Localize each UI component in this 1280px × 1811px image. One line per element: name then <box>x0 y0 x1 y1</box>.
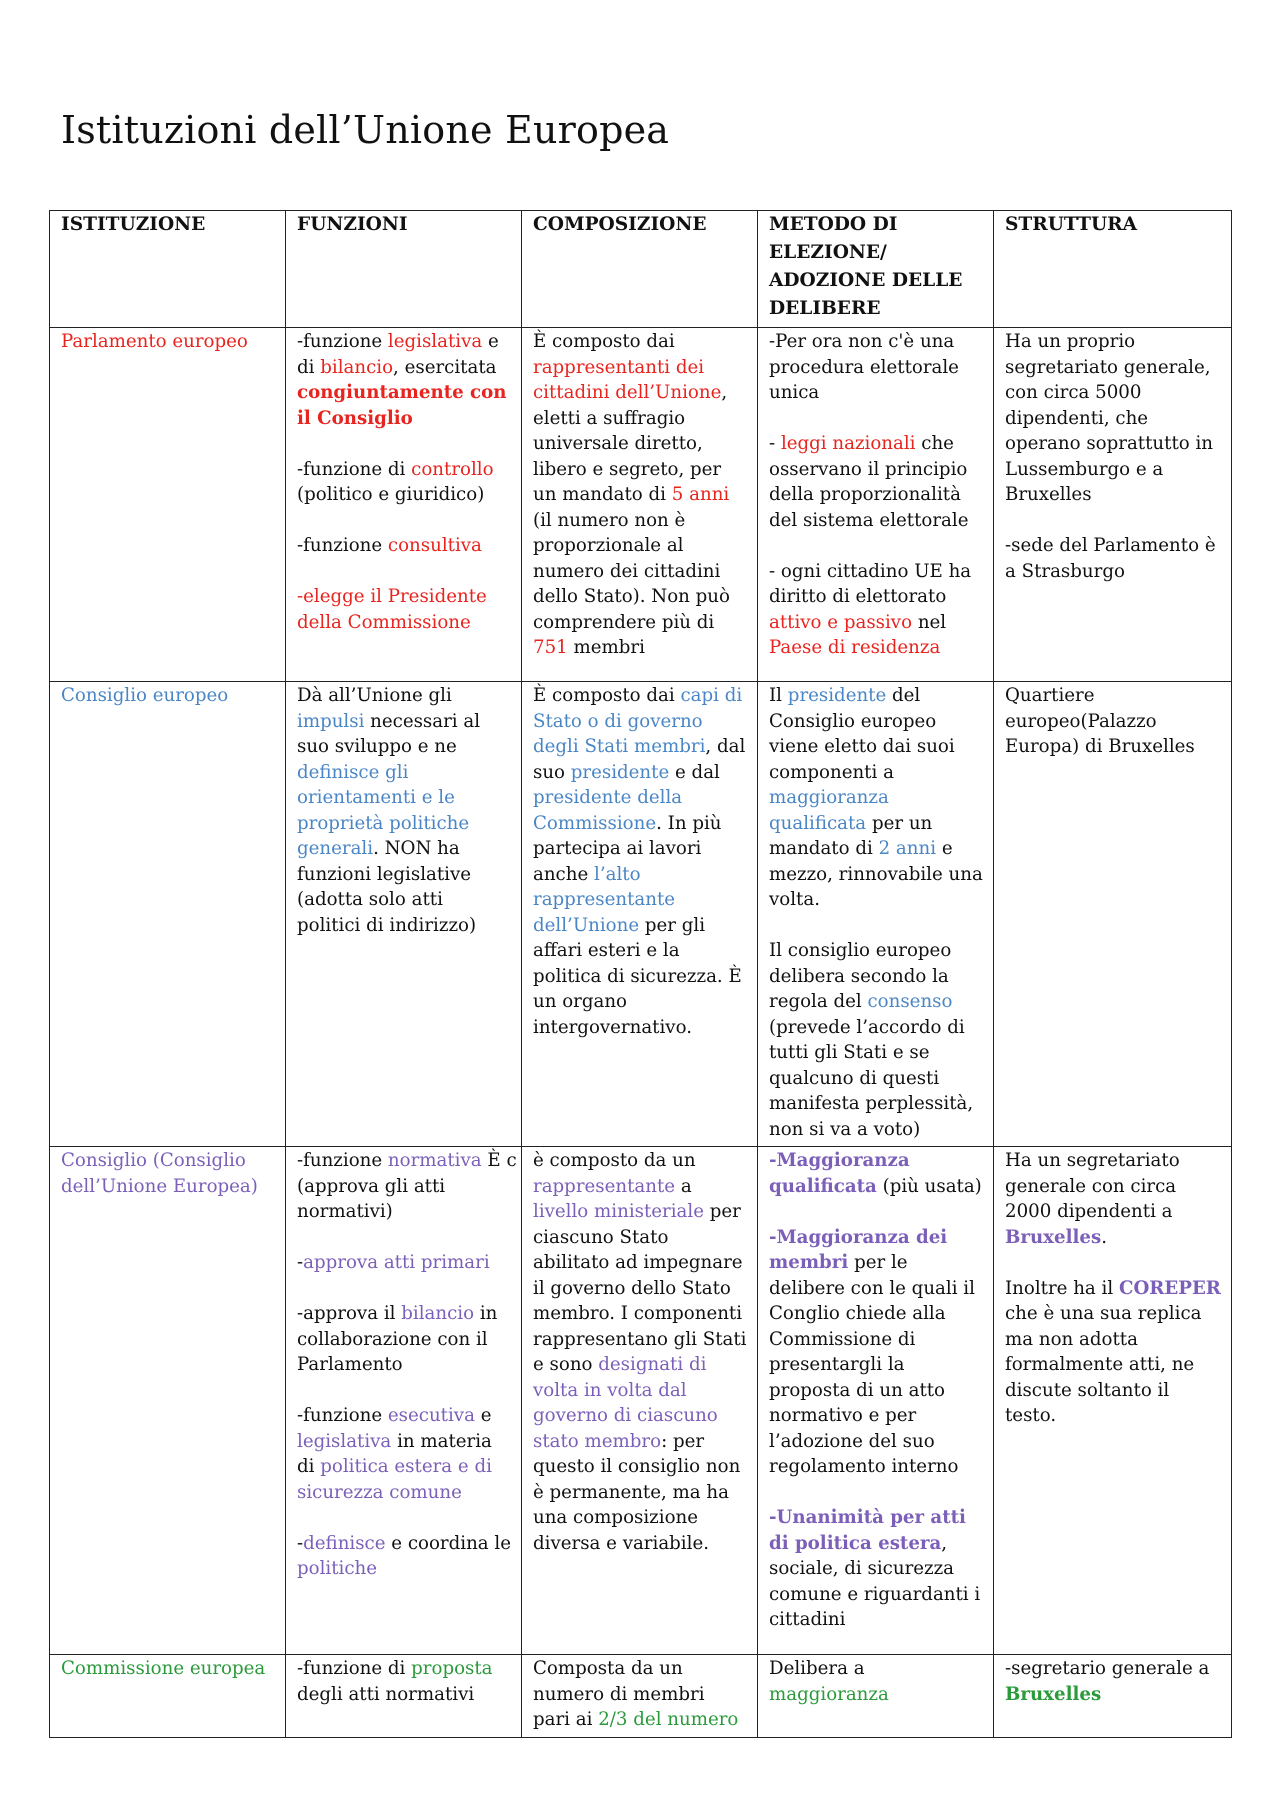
text-line <box>297 1148 517 1174</box>
highlight: bilancio <box>401 1303 475 1324</box>
cell-istituzione <box>50 1147 286 1655</box>
text: e dal <box>669 761 720 783</box>
text: È c <box>481 1150 517 1171</box>
text-line <box>297 1250 511 1276</box>
highlight: proposta <box>411 1658 493 1679</box>
text-line <box>1005 1148 1221 1250</box>
text-line <box>533 683 747 1040</box>
cell-struttura <box>994 1655 1232 1738</box>
cell-istituzione <box>50 328 286 682</box>
text-line <box>1005 1656 1221 1707</box>
cell-metodo <box>758 682 994 1147</box>
text: e di <box>297 331 499 378</box>
highlight: 751 <box>533 637 568 658</box>
text: -funzione <box>297 1405 388 1426</box>
text: , esercitata <box>393 356 497 378</box>
text-line <box>297 457 511 508</box>
text-line <box>769 1656 983 1707</box>
highlight: - <box>297 586 304 607</box>
header-funzioni: FUNZIONI <box>286 211 522 328</box>
text: Delibera a <box>769 1658 865 1679</box>
cell-composizione <box>522 1147 758 1655</box>
text-line <box>769 559 983 661</box>
text: -funzione di <box>297 1658 412 1679</box>
institution-name: Commissione europea <box>61 1658 266 1679</box>
cell-funzioni <box>286 682 522 1147</box>
text: necessari al suo sviluppo e ne <box>297 710 481 757</box>
highlight: approva atti primari <box>303 1252 490 1273</box>
highlight: Paese di residenza <box>769 637 941 658</box>
text: : per questo il consiglio non è permanente, ma ha una composizione diversa e variabile. <box>533 1430 741 1554</box>
text: . NON ha funzioni legislative (adotta solo atti politici di indirizzo) <box>297 838 477 936</box>
highlight: Bruxelles <box>1005 1683 1102 1705</box>
highlight: bilancio <box>320 356 394 378</box>
cell-composizione <box>522 1655 758 1738</box>
table-row <box>50 328 1232 682</box>
text-line <box>533 329 747 661</box>
header-struttura: STRUTTURA <box>994 211 1232 328</box>
highlight: elegge il Presidente della Commissione <box>297 586 487 633</box>
text-line <box>297 1656 511 1707</box>
table-header-row <box>50 211 1232 328</box>
highlight: impulsi <box>297 710 365 732</box>
highlight: leggi nazionali <box>780 433 916 454</box>
text: in materia di <box>297 1430 492 1477</box>
text-line <box>769 683 983 913</box>
text-line <box>297 533 511 559</box>
text-line <box>297 1301 511 1378</box>
highlight: l’alto rappresentante dell’Unione <box>533 863 676 936</box>
highlight: maggioranza <box>769 1683 889 1705</box>
page-title: Istituzioni dell’Unione Europea <box>61 108 670 152</box>
text: -funzione <box>297 535 388 556</box>
header-istituzione: ISTITUZIONE <box>50 211 286 328</box>
highlight: capi di Stato o di governo degli Stati membri <box>533 685 743 757</box>
highlight: -Unanimità per atti di politica estera <box>769 1507 966 1554</box>
text-line: (approva gli atti normativi) <box>297 1175 446 1222</box>
text-line: -Per ora non c'è una procedura elettorale unica <box>769 331 959 403</box>
text: che è una sua replica ma non adotta formalmente atti, ne discute soltanto il testo. <box>1005 1303 1202 1426</box>
text: (prevede l’accordo di tutti gli Stati e se qualcuno di questi manifesta perplessità, non si va a voto) <box>769 1016 974 1140</box>
highlight: definisce gli orientamenti e le proprietà politiche generali <box>297 761 470 859</box>
cell-funzioni <box>286 328 522 682</box>
text: , sociale, di sicurezza comune e riguardanti i cittadini <box>769 1532 981 1630</box>
highlight: presidente <box>570 761 670 783</box>
highlight: attivo e passivo <box>769 611 913 633</box>
text: degli atti normativi <box>297 1683 475 1705</box>
highlight: rappresentante <box>533 1175 676 1197</box>
text: Ha un segretariato generale con circa 2000 dipendenti a <box>1005 1150 1180 1222</box>
text-line <box>297 1403 511 1505</box>
text-line <box>769 938 983 1142</box>
text-line <box>533 1656 747 1733</box>
text: -segretario generale a <box>1005 1658 1210 1679</box>
text: (più usata) <box>876 1175 982 1197</box>
text: -approva il <box>297 1303 402 1324</box>
text-line <box>533 1148 747 1556</box>
text: del Consiglio europeo viene eletto dai suoi componenti a <box>769 685 955 783</box>
text-line <box>769 431 983 533</box>
cell-metodo <box>758 328 994 682</box>
text: per le delibere con le quali il Conglio chiede alla Commissione di presentargli la proposta di un atto normativo e per l’adozione del suo regolamento interno <box>769 1252 975 1477</box>
cell-metodo <box>758 1655 994 1738</box>
text-line <box>769 1505 983 1633</box>
text: (il numero non è proporzionale al numero dei cittadini dello Stato). Non può comprendere più di <box>533 509 730 633</box>
text: (politico e giuridico) <box>297 484 485 505</box>
text: Composta da un numero di membri pari ai <box>533 1658 705 1730</box>
text-line: Ha un proprio segretariato generale, con circa 5000 dipendenti, che operano soprattutto in Lussemburgo e a Bruxelles <box>1005 331 1214 505</box>
table-row <box>50 1655 1232 1738</box>
table-row <box>50 1147 1232 1655</box>
text: Il <box>769 685 788 706</box>
institution-name: Consiglio europeo <box>61 685 229 706</box>
text: È composto dai <box>533 331 675 352</box>
highlight: designati di volta in volta dal governo di ciascuno stato membro <box>533 1354 718 1452</box>
highlight: 5 anni <box>671 484 730 505</box>
text-line <box>769 1225 983 1480</box>
text: Dà all’Unione gli <box>297 685 452 706</box>
highlight: COREPER <box>1118 1277 1221 1299</box>
header-composizione: COMPOSIZIONE <box>522 211 758 328</box>
text: . <box>1101 1226 1108 1248</box>
highlight: legislativa <box>297 1430 392 1452</box>
text: È composto dai <box>533 685 681 706</box>
text: - <box>297 1532 304 1554</box>
text: , eletti a suffragio universale diretto, libero e segreto, per un mandato di <box>533 382 728 505</box>
highlight: rappresentanti dei cittadini dell’Unione <box>533 356 722 403</box>
text: -funzione <box>297 331 388 352</box>
text: e coordina le <box>385 1532 511 1554</box>
text: - ogni cittadino UE ha diritto di elettorato <box>769 560 972 607</box>
text: -funzione di <box>297 458 412 480</box>
highlight: consenso <box>867 991 953 1012</box>
text: . In più partecipa ai lavori anche <box>533 812 722 885</box>
text: e mezzo, rinnovabile una volta. <box>769 838 983 910</box>
cell-funzioni <box>286 1655 522 1738</box>
cell-struttura <box>994 1147 1232 1655</box>
text: per un mandato di <box>769 812 933 859</box>
institutions-table <box>49 210 1232 1738</box>
text: - <box>769 433 781 454</box>
text: per gli affari esteri e la politica di sicurezza. È un organo intergovernativo. <box>533 914 742 1038</box>
text: per ciascuno Stato abilitato ad impegnare il governo dello Stato membro. I componenti rappresentano gli Stati e sono <box>533 1201 747 1375</box>
text-line <box>297 1531 511 1582</box>
table-row <box>50 682 1232 1147</box>
highlight: -Maggioranza qualificata <box>769 1150 910 1197</box>
highlight: presidente <box>787 685 887 706</box>
highlight: congiuntamente con il Consiglio <box>297 382 507 429</box>
text-line <box>769 1148 983 1199</box>
highlight: politiche <box>297 1558 378 1579</box>
highlight: 2/3 del numero <box>598 1709 739 1730</box>
text: Il consiglio europeo delibera secondo la regola del <box>769 940 952 1012</box>
text: e <box>474 1405 492 1426</box>
cell-composizione <box>522 682 758 1147</box>
highlight: esecutiva <box>387 1405 475 1426</box>
highlight: controllo <box>411 458 494 480</box>
text: membri <box>567 637 645 658</box>
text: è composto da un <box>533 1150 696 1171</box>
text-line <box>297 683 511 938</box>
cell-funzioni <box>286 1147 522 1655</box>
cell-istituzione <box>50 1655 286 1738</box>
text: , dal suo <box>533 736 746 783</box>
institution-name: Consiglio (Consiglio dell’Unione Europea) <box>61 1150 258 1197</box>
cell-metodo <box>758 1147 994 1655</box>
highlight: livello ministeriale <box>533 1201 704 1222</box>
highlight: Bruxelles <box>1005 1226 1102 1248</box>
institution-name: Parlamento europeo <box>61 331 248 352</box>
highlight: presidente della Commissione <box>533 787 683 834</box>
text-line: Quartiere europeo(Palazzo Europa) di Bruxelles <box>1005 685 1195 757</box>
text: - <box>297 1252 304 1273</box>
text: nel <box>912 611 947 633</box>
header-metodo: METODO DI ELEZIONE/ ADOZIONE DELLE DELIBERE <box>758 211 994 328</box>
text-line <box>297 329 511 431</box>
highlight: consultiva <box>387 535 482 556</box>
highlight: -Maggioranza dei membri <box>769 1226 948 1273</box>
text: a <box>675 1175 692 1197</box>
text: -funzione <box>297 1150 388 1171</box>
cell-struttura <box>994 682 1232 1147</box>
highlight: politica estera e di sicurezza comune <box>297 1456 492 1503</box>
text: in collaborazione con il Parlamento <box>297 1303 498 1375</box>
cell-composizione <box>522 328 758 682</box>
highlight: 2 anni <box>878 838 937 859</box>
highlight: maggioranza qualificata <box>769 787 889 834</box>
text: Inoltre ha il <box>1005 1277 1119 1299</box>
cell-istituzione <box>50 682 286 1147</box>
text-line <box>1005 1276 1221 1429</box>
highlight: definisce <box>303 1532 386 1554</box>
highlight: legislativa <box>387 331 483 352</box>
text: che osservano il principio della proporzionalità del sistema elettorale <box>769 433 969 531</box>
highlight: normativa <box>387 1150 482 1171</box>
text-line: -sede del Parlamento è a Strasburgo <box>1005 535 1216 582</box>
text-line <box>297 584 511 635</box>
cell-struttura <box>994 328 1232 682</box>
